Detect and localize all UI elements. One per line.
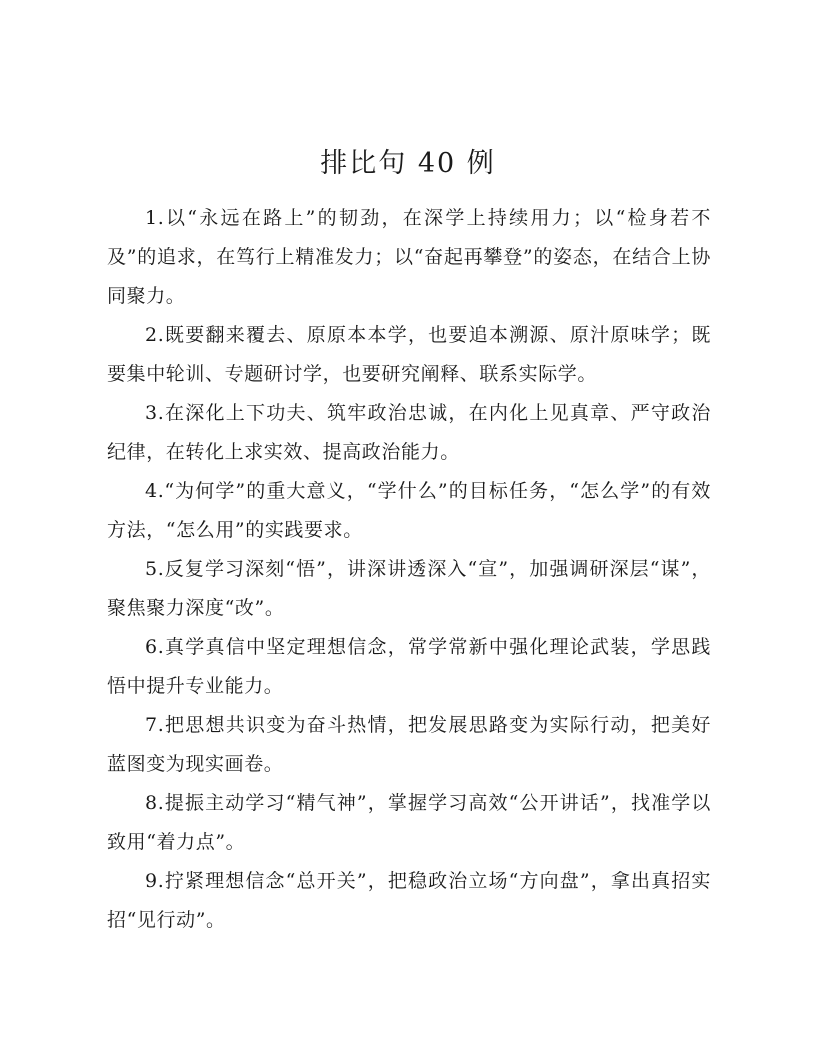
paragraph-5: 5.反复学习深刻“悟”，讲深讲透深入“宣”，加强调研深层“谋”，聚焦聚力深度“改”。 [107,558,711,619]
paragraph-3: 3.在深化上下功夫、筑牢政治忠诚，在内化上见真章、严守政治纪律，在转化上求实效、提高政治能力。 [107,402,711,463]
paragraph-7: 7.把思想共识变为奋斗热情，把发展思路变为实际行动，把美好蓝图变为现实画卷。 [107,714,711,775]
paragraph-8: 8.提振主动学习“精气神”，掌握学习高效“公开讲话”，找准学以致用“着力点”。 [107,792,711,853]
paragraph-2: 2.既要翻来覆去、原原本本学，也要追本溯源、原汁原味学；既要集中轮训、专题研讨学，也要研究阐释、联系实际学。 [107,324,711,385]
paragraph-9: 9.拧紧理想信念“总开关”，把稳政治立场“方向盘”，拿出真招实招“见行动”。 [107,870,711,931]
paragraph-4: 4.“为何学”的重大意义，“学什么”的目标任务，“怎么学”的有效方法，“怎么用”的实践要求。 [107,480,711,541]
document-title: 排比句 40 例 [320,148,496,179]
document-body [107,199,711,940]
paragraph-6: 6.真学真信中坚定理想信念，常学常新中强化理论武装，学思践悟中提升专业能力。 [107,636,711,697]
paragraph-1: 1.以“永远在路上”的韧劲，在深学上持续用力；以“检身若不及”的追求，在笃行上精准发力；以“奋起再攀登”的姿态，在结合上协同聚力。 [107,207,711,307]
